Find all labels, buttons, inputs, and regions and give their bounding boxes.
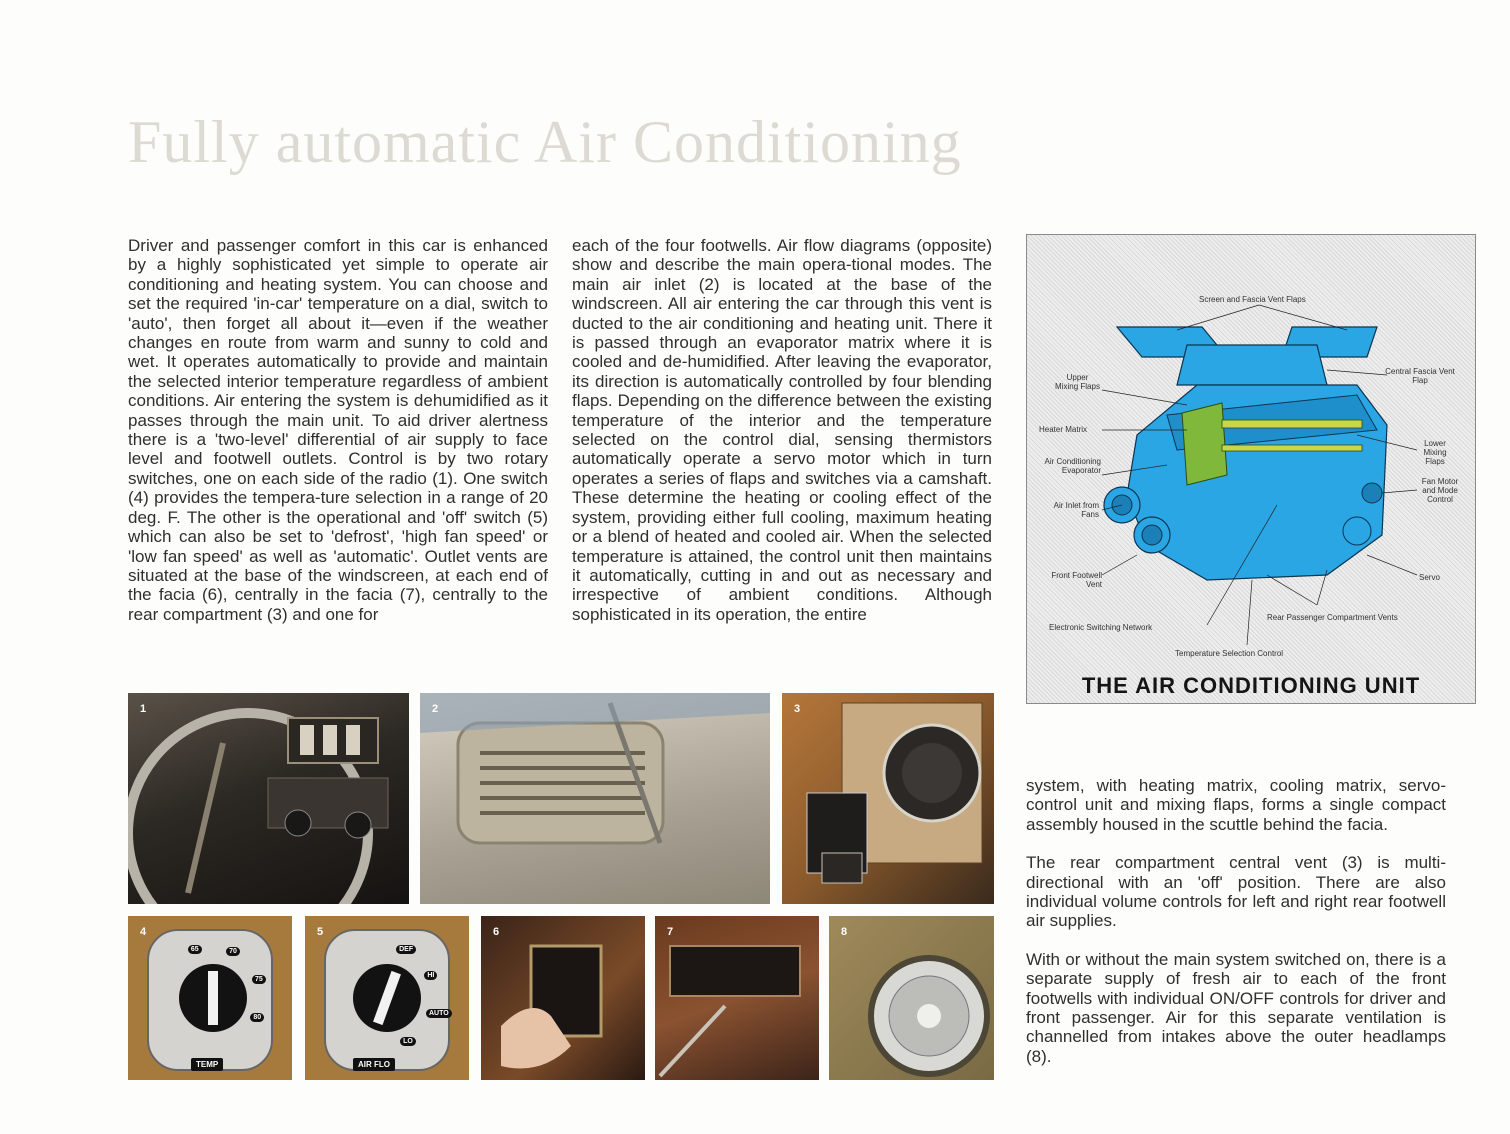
diagram-label: Rear Passenger Compartment Vents bbox=[1267, 613, 1398, 622]
temp-label: TEMP bbox=[191, 1058, 223, 1071]
photo-number: 4 bbox=[140, 926, 147, 938]
diagram-label: Central Fascia Vent Flap bbox=[1385, 367, 1455, 385]
photo-number: 8 bbox=[841, 926, 848, 938]
knob-tick-label: 75 bbox=[252, 975, 266, 984]
photo-headlamp-intake bbox=[829, 916, 994, 1080]
photo-rear-vent bbox=[782, 693, 994, 904]
knob-tick-label: LO bbox=[400, 1037, 416, 1046]
photo-number: 6 bbox=[493, 926, 500, 938]
knob-tick-label: 65 bbox=[188, 945, 202, 954]
photo-number: 7 bbox=[667, 926, 674, 938]
paragraph: system, with heating matrix, cooling matrix, servo-control unit and mixing flaps, forms a single compact assembly housed in the scuttle behind the facia. bbox=[1026, 776, 1446, 834]
diagram-label: Air Inlet from Fans bbox=[1053, 501, 1099, 519]
diagram-label: Lower Mixing Flaps bbox=[1423, 439, 1447, 466]
knob-tick-label: HI bbox=[424, 971, 437, 980]
photo-dashboard-radio bbox=[128, 693, 409, 904]
knob-tick-label: 80 bbox=[250, 1013, 264, 1022]
diagram-label: Servo bbox=[1419, 573, 1440, 582]
knob-tick-label: 70 bbox=[226, 947, 240, 956]
paragraph: With or without the main system switched on, there is a separate supply of fresh air to each of the front footwells with individual ON/OFF controls for driver and front passenger. Air for this separate ventilation is channelled from intakes above the outer headlamps (8). bbox=[1026, 949, 1446, 1066]
diagram-label: Screen and Fascia Vent Flaps bbox=[1199, 295, 1306, 304]
knob-tick-label: AUTO bbox=[426, 1009, 452, 1018]
diagram-title: THE AIR CONDITIONING UNIT bbox=[1081, 673, 1421, 698]
photo-airflow-switch bbox=[305, 916, 469, 1080]
photo-number: 2 bbox=[432, 703, 439, 715]
photo-number: 1 bbox=[140, 703, 147, 715]
knob-tick-label: DEF bbox=[396, 945, 416, 954]
photo-temp-switch bbox=[128, 916, 292, 1080]
diagram-label: Fan Motor and Mode Control bbox=[1421, 477, 1459, 504]
diagram-label: Heater Matrix bbox=[1039, 425, 1088, 434]
photo-number: 3 bbox=[794, 703, 801, 715]
air-conditioning-unit-diagram bbox=[1026, 234, 1476, 704]
photo-windscreen-inlet bbox=[420, 693, 770, 904]
photo-central-facia-vent bbox=[655, 916, 819, 1080]
body-text-column-2 bbox=[572, 236, 992, 624]
paragraph: each of the four footwells. Air flow diagrams (opposite) show and describe the main opera-tional modes. The main air inlet (2) is located at the base of the windscreen. All air entering the car through this vent is ducted to the air conditioning and heating unit. There it is passed through an evaporator matrix where it is cooled and de-humidified. After leaving the evaporator, its direction is automatically controlled by four blending flaps. Depending on the difference between the existing temperature of the interior and the temperature selected on the control dial, sensing thermistors automatically operate a servo motor which in turn operates a series of flaps and switches via a camshaft. These determine the heating or cooling effect of the system, providing either full cooling, maximum heating or a blend of heated and cooled air. When the selected temperature is attained, the control unit then maintains it automatically, cutting in and out as necessary and irrespective of ambient conditions. Although sophisticated in its operation, the entire bbox=[572, 236, 992, 624]
body-text-column-3 bbox=[1026, 776, 1446, 1085]
body-text-column-1 bbox=[128, 236, 548, 624]
photo-facia-end-vent bbox=[481, 916, 645, 1080]
page-title: Fully automatic Air Conditioning bbox=[128, 109, 962, 175]
diagram-label: Upper Mixing Flaps bbox=[1055, 373, 1100, 391]
diagram-label: Air Conditioning Evaporator bbox=[1044, 457, 1101, 475]
photo-number: 5 bbox=[317, 926, 324, 938]
diagram-label: Temperature Selection Control bbox=[1175, 649, 1284, 658]
airflo-label: AIR FLO bbox=[353, 1058, 395, 1071]
diagram-label: Electronic Switching Network bbox=[1049, 623, 1153, 632]
paragraph: Driver and passenger comfort in this car is enhanced by a highly sophisticated yet simple to operate air conditioning and heating system. You can choose and set the required 'in-car' temperature on a dial, switch to 'auto', then forget all about it—even if the weather changes en route from warm and sunny to cold and wet. It operates automatically to provide and maintain the selected interior temperature regardless of ambient conditions. Air entering the system is dehumidified as it passes through the main unit. To aid driver alertness there is a 'two-level' differential of air supply to face level and footwell outlets. Control is by two rotary switches, one on each side of the radio (1). One switch (4) provides the tempera-ture selection in a range of 20 deg. F. The other is the operational and 'off' switch (5) which can also be set to 'defrost', 'high fan speed' or 'low fan speed' as well as 'automatic'. Outlet vents are situated at the base of the windscreen, at each end of the facia (6), centrally in the facia (7), centrally to the rear compartment (3) and one for bbox=[128, 236, 548, 624]
paragraph: The rear compartment central vent (3) is multi-directional with an 'off' position. There are also individual volume controls for left and right rear footwell air supplies. bbox=[1026, 853, 1446, 931]
diagram-label: Front Footwell Vent bbox=[1051, 571, 1102, 589]
